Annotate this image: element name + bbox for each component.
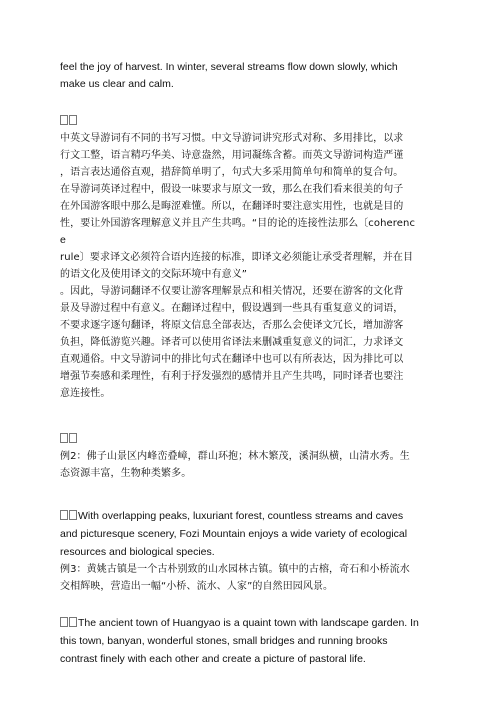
- text-line: 的语文化及使用译文的交际环境中有意义”: [60, 269, 248, 280]
- missing-glyph-icon: [60, 510, 78, 522]
- text-line: [60, 509, 460, 524]
- text-line: and picturesque scenery, Fozi Mountain enjoys a wide variety of ecological: [60, 528, 408, 540]
- text-line: 不要求逐字逐句翻译，将原文信息全部表达，否那么会使译文冗长，增加游客: [60, 320, 404, 331]
- text-line: this town, banyan, wonderful stones, small bridges and running brooks: [60, 635, 388, 647]
- text-line: make us clear and calm.: [60, 78, 174, 90]
- text-line: 中英文导游词有不同的书写习惯。中文导游词讲究形式对称、多用排比，以求: [60, 133, 404, 144]
- text-line: rule〕要求译文必须符合语内连接的标准，即译文必须能让承受者理解，并在目: [60, 252, 414, 263]
- text-span: With overlapping peaks, luxuriant forest, countless streams and caves: [78, 510, 404, 522]
- text-line: 例3：黄姚古镇是一个古朴别致的山水园林古镇。镇中的古榕，奇石和小桥流水: [60, 564, 410, 575]
- text-line: feel the joy of harvest. In winter, several streams flow down slowly, which: [60, 61, 398, 73]
- missing-glyph-icon: [60, 617, 78, 629]
- text-line: e: [60, 234, 66, 246]
- missing-glyph-icon: [60, 114, 460, 129]
- text-line: 行文工整，语言精巧华美、诗意盎然，用词凝练含蓄。而英文导游词构造严谨: [60, 150, 404, 161]
- text-line: 景及导游过程中有意义。在翻译过程中，假设遇到一些具有重复意义的词语，: [60, 303, 404, 314]
- text-line: 增强节奏感和柔理性，有利于抒发强烈的感情并且产生共鸣，同时译者也要注: [60, 371, 404, 382]
- missing-glyph-icon: [60, 432, 460, 447]
- text-line: ，语言表达通俗直观，措辞简单明了，句式大多采用简单句和简单的复合句。: [60, 167, 404, 178]
- text-line: 交相辉映，营造出一幅“小桥、流水、人家”的自然田园风景。: [60, 581, 334, 592]
- text-line: 性，要让外国游客理解意义并且产生共鸣。“目的论的连接性法那么〔coherenc: [60, 218, 416, 229]
- text-line: resources and biological species.: [60, 546, 215, 558]
- text-line: 直观通俗。中文导游词中的排比句式在翻译中也可以有所表达，因为排比可以: [60, 354, 404, 365]
- text-line: 例2：佛子山景区内峰峦叠嶂，群山环抱；林木繁茂，溪洞纵横，山清水秀。生: [60, 451, 410, 462]
- text-span: The ancient town of Huangyao is a quaint town with landscape garden. In: [78, 617, 419, 629]
- text-line: 在导游词英译过程中，假设一味要求与原文一致，那么在我们看来很美的句子: [60, 184, 404, 195]
- text-line: contrast finely with each other and create a picture of pastoral life.: [60, 653, 366, 665]
- text-line: 在外国游客眼中那么是晦涩难懂。所以，在翻译时要注意实用性，也就是目的: [60, 201, 404, 212]
- text-line: 意连接性。: [60, 388, 111, 399]
- text-line: 负担，降低游览兴趣。译者可以使用省译法来删减重复意义的词汇，力求译文: [60, 337, 404, 348]
- text-line: 。因此，导游词翻译不仅要让游客理解景点和相关情况，还要在游客的文化背: [60, 286, 404, 297]
- text-line: 态资源丰富，生物种类繁多。: [60, 468, 192, 479]
- text-line: [60, 616, 460, 631]
